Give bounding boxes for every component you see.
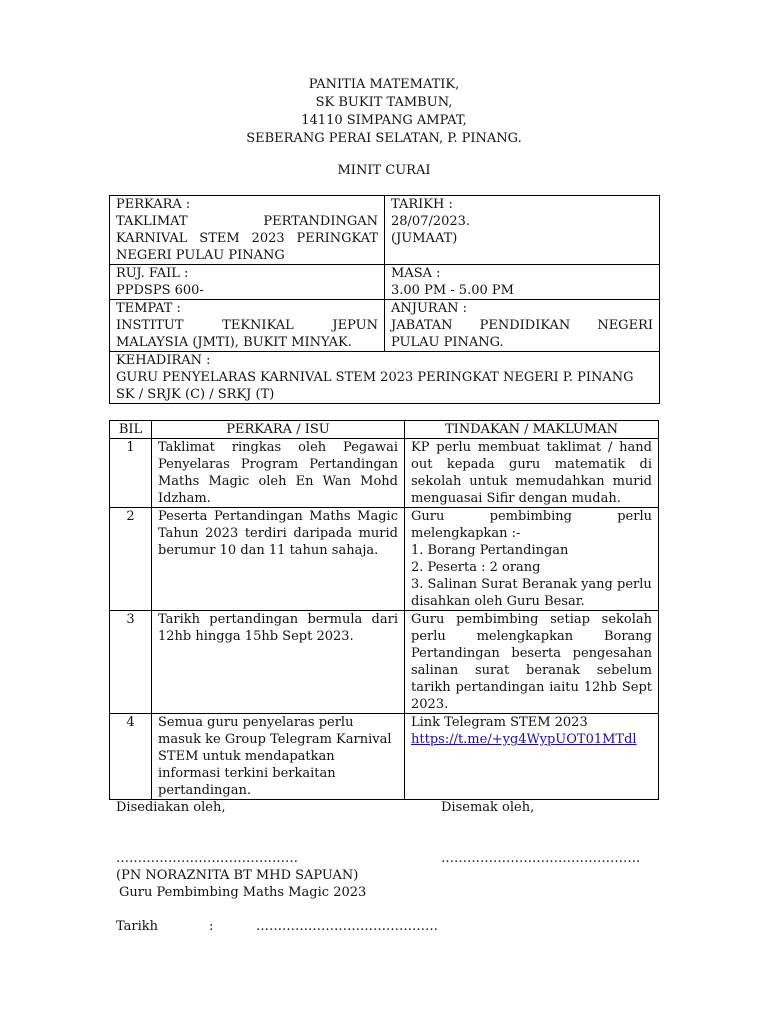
row-number: 4 [110, 714, 152, 800]
tempat-label: TEMPAT : [116, 301, 181, 316]
tarikh-day: (JUMAAT) [391, 231, 458, 246]
table-row [110, 508, 659, 611]
column-header: PERKARA / ISU [152, 421, 405, 439]
prepared-signature-line: …………………………………… [116, 851, 298, 866]
row-number: 3 [110, 611, 152, 714]
row-tindakan [405, 714, 659, 800]
ruj-fail-label: RUJ. FAIL : [116, 266, 189, 281]
kehadiran-cell [110, 352, 660, 404]
telegram-link[interactable]: https://t.me/+yg4WypUOT01MTdl [411, 732, 637, 747]
tindakan-item: 2. Peserta : 2 orang [411, 560, 541, 575]
row-perkara: Semua guru penyelaras perlu masuk ke Group Telegram Karnival STEM untuk mendapatkan informasi terkini berkaitan pertandingan. [152, 714, 405, 800]
row-tindakan: Guru pembimbing setiap sekolah perlu melengkapkan Borang Pertandingan beserta pengesahan salinan surat beranak sebelum tarikh pertandingan iaitu 12hb Sept 2023. [405, 611, 659, 714]
kehadiran-line: SK / SRJK (C) / SRKJ (T) [116, 387, 275, 402]
tindakan-item: 3. Salinan Surat Beranak yang perlu disahkan oleh Guru Besar. [411, 577, 652, 609]
checked-by-label: Disemak oleh, [441, 800, 535, 815]
table-row [110, 611, 659, 714]
date-line: …………………………………… [256, 919, 438, 934]
tarikh-cell [385, 196, 660, 265]
masa-label: MASA : [391, 266, 441, 281]
letterhead [0, 76, 768, 148]
row-perkara: Peserta Pertandingan Maths Magic Tahun 2023 terdiri daripada murid berumur 10 dan 11 tahun sahaja. [152, 508, 405, 611]
prepared-role: Guru Pembimbing Maths Magic 2023 [119, 885, 367, 900]
row-number: 2 [110, 508, 152, 611]
checked-signature-line: ………………………………………. [441, 851, 641, 866]
anjuran-cell [385, 300, 660, 352]
row-tindakan: KP perlu membuat taklimat / hand out kepada guru matematik di sekolah untuk memudahkan murid menguasai Sifir dengan mudah. [405, 439, 659, 508]
tindakan-item: 1. Borang Pertandingan [411, 543, 569, 558]
prepared-name: (PN NORAZNITA BT MHD SAPUAN) [116, 868, 359, 883]
perkara-value: TAKLIMAT PERTANDINGAN KARNIVAL STEM 2023 PERINGKAT NEGERI PULAU PINANG [116, 214, 378, 263]
column-header: TINDAKAN / MAKLUMAN [405, 421, 659, 439]
letterhead-line: SK BUKIT TAMBUN, [315, 95, 453, 110]
kehadiran-line: GURU PENYELARAS KARNIVAL STEM 2023 PERINGKAT NEGERI P. PINANG [116, 370, 634, 385]
column-header: BIL [110, 421, 152, 439]
anjuran-value: JABATAN PENDIDIKAN NEGERI PULAU PINANG. [391, 318, 653, 350]
kehadiran-label: KEHADIRAN : [116, 353, 211, 368]
row-tindakan [405, 508, 659, 611]
tindakan-intro: Guru pembimbing perlu melengkapkan :- [411, 509, 652, 541]
letterhead-line: 14110 SIMPANG AMPAT, [301, 113, 467, 128]
prepared-by-label: Disediakan oleh, [116, 800, 226, 815]
tempat-cell [110, 300, 385, 352]
tarikh-label: TARIKH : [391, 197, 453, 212]
meeting-info-table [109, 195, 660, 404]
row-perkara: Taklimat ringkas oleh Pegawai Penyelaras Program Pertandingan Maths Magic oleh En Wan Mohd Idzham. [152, 439, 405, 508]
row-perkara: Tarikh pertandingan bermula dari 12hb hingga 15hb Sept 2023. [152, 611, 405, 714]
table-row [110, 439, 659, 508]
ruj-fail-value: PPDSPS 600- [116, 283, 204, 298]
issues-table [109, 420, 659, 800]
row-number: 1 [110, 439, 152, 508]
masa-cell [385, 265, 660, 300]
perkara-cell [110, 196, 385, 265]
ruj-fail-cell [110, 265, 385, 300]
table-row [110, 714, 659, 800]
tarikh-value: 28/07/2023. [391, 214, 471, 229]
date-colon: : [209, 919, 214, 934]
letterhead-line: PANITIA MATEMATIK, [308, 77, 460, 92]
tempat-value: INSTITUT TEKNIKAL JEPUN MALAYSIA (JMTI), BUKIT MINYAK. [116, 318, 378, 350]
perkara-label: PERKARA : [116, 197, 191, 212]
document-title: MINIT CURAI [337, 163, 431, 178]
masa-value: 3.00 PM - 5.00 PM [391, 283, 514, 298]
date-label: Tarikh [116, 919, 159, 934]
anjuran-label: ANJURAN : [391, 301, 467, 316]
letterhead-line: SEBERANG PERAI SELATAN, P. PINANG. [246, 131, 522, 146]
tindakan-text: Link Telegram STEM 2023 [411, 715, 588, 730]
